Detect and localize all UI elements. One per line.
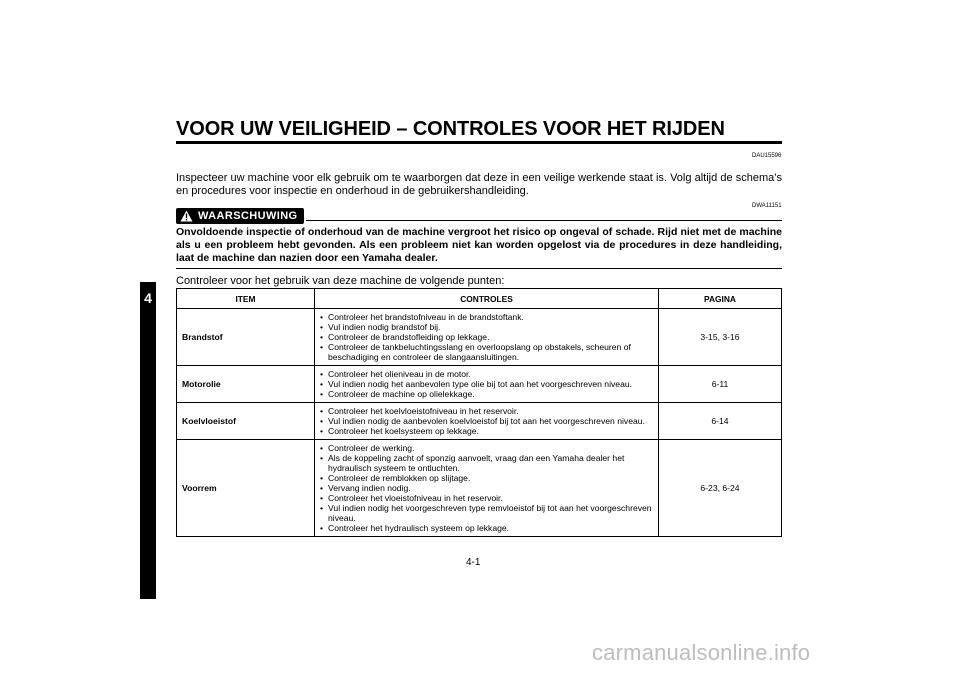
pre-ride-checklist-table — [176, 288, 782, 537]
row-controls — [315, 440, 659, 537]
control-bullet: • Controleer de tankbeluchtingsslang en overloopslang op obstakels, scheuren of beschadiging en controleer de slangaansluitingen. — [320, 342, 654, 362]
column-header-item: ITEM — [177, 289, 315, 309]
table-row — [177, 366, 782, 403]
row-item: Brandstof — [177, 309, 315, 366]
row-controls — [315, 403, 659, 440]
warning-code: DWA11151 — [752, 203, 782, 209]
control-bullet: • Controleer het olieniveau in de motor. — [320, 369, 654, 379]
control-bullet: • Vul indien nodig het aanbevolen type olie bij tot aan het voorgeschreven niveau. — [320, 379, 654, 389]
control-bullet: • Controleer de werking. — [320, 443, 654, 453]
column-header-page: PAGINA — [659, 289, 782, 309]
control-bullet: • Controleer de brandstofleiding op lekkage. — [320, 332, 654, 342]
row-page: 6-23, 6-24 — [659, 440, 782, 537]
column-header-controls: CONTROLES — [315, 289, 659, 309]
chapter-tab: 4 — [140, 282, 156, 599]
row-controls — [315, 309, 659, 366]
control-bullet: • Controleer de remblokken op slijtage. — [320, 473, 654, 483]
control-bullet: • Vul indien nodig het voorgeschreven type remvloeistof bij tot aan het voorgeschreven niveau. — [320, 503, 654, 523]
row-item: Koelvloeistof — [177, 403, 315, 440]
checklist-lead: Controleer voor het gebruik van deze machine de volgende punten: — [176, 275, 505, 287]
control-bullet: • Controleer het hydraulisch systeem op lekkage. — [320, 523, 654, 533]
title-divider — [176, 141, 782, 144]
row-page: 6-11 — [659, 366, 782, 403]
control-bullet: • Controleer het vloeistofniveau in het reservoir. — [320, 493, 654, 503]
control-bullet: • Controleer het brandstofniveau in de brandstoftank. — [320, 312, 654, 322]
table-row — [177, 403, 782, 440]
page-number: 4-1 — [466, 557, 481, 568]
control-bullet: • Controleer de machine op olielekkage. — [320, 389, 654, 399]
row-page: 6-14 — [659, 403, 782, 440]
warning-divider — [306, 220, 782, 221]
row-controls — [315, 366, 659, 403]
page-title: VOOR UW VEILIGHEID – CONTROLES VOOR HET RIJDEN — [176, 118, 725, 140]
table-header-row — [177, 289, 782, 309]
section-code: DAU15596 — [752, 153, 782, 159]
warning-label: WAARSCHUWING — [198, 210, 298, 222]
control-bullet: • Controleer het koelvloeistofniveau in het reservoir. — [320, 406, 654, 416]
row-item: Voorrem — [177, 440, 315, 537]
table-row — [177, 309, 782, 366]
control-bullet: • Vul indien nodig brandstof bij. — [320, 322, 654, 332]
control-bullet: • Als de koppeling zacht of sponzig aanvoelt, vraag dan een Yamaha dealer het hydraulisch systeem te ontluchten. — [320, 453, 654, 473]
warning-badge — [176, 208, 304, 224]
watermark: carmanualsonline.info — [592, 640, 811, 665]
control-bullet: • Controleer het koelsysteem op lekkage. — [320, 426, 654, 436]
warning-triangle-icon — [180, 210, 193, 222]
row-page: 3-15, 3-16 — [659, 309, 782, 366]
warning-end-divider — [176, 268, 782, 269]
warning-text: Onvoldoende inspectie of onderhoud van de machine vergroot het risico op ongeval of schade. Rijd niet met de machine als u een probleem hebt gevonden. Als een probleem niet kan worden opgelost via de procedures in deze handleiding, laat de machine dan nazien door een Yamaha dealer. — [176, 226, 782, 264]
control-bullet: • Vul indien nodig de aanbevolen koelvloeistof bij tot aan het voorgeschreven niveau. — [320, 416, 654, 426]
intro-paragraph: Inspecteer uw machine voor elk gebruik om te waarborgen dat deze in een veilige werkende staat is. Volg altijd de schema’s en procedures voor inspectie en onderhoud in de gebruikershandleiding. — [176, 172, 782, 197]
table-row — [177, 440, 782, 537]
row-item: Motorolie — [177, 366, 315, 403]
control-bullet: • Vervang indien nodig. — [320, 483, 654, 493]
